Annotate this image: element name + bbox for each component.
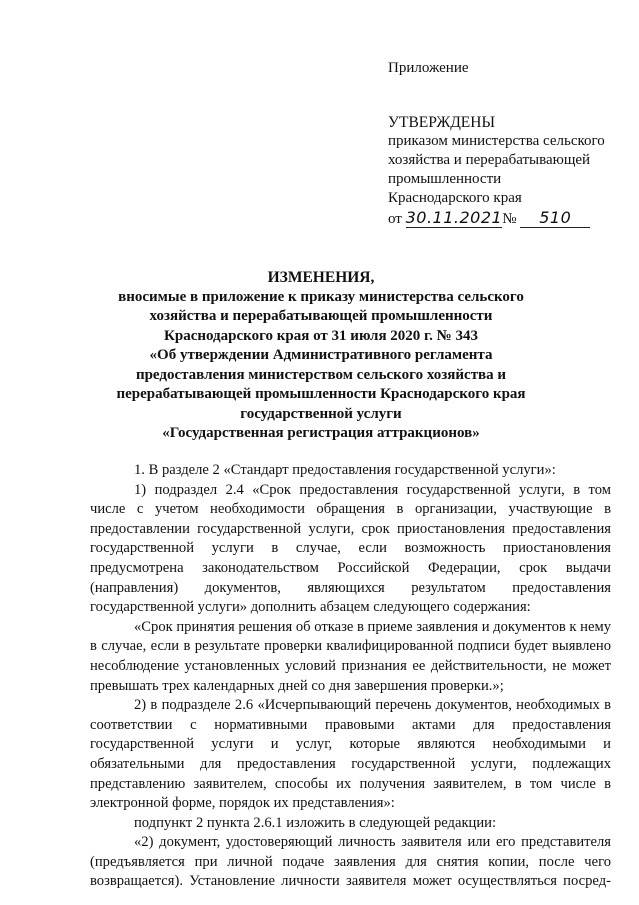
title-line-2: хозяйства и перерабатывающей промышленности — [149, 308, 493, 324]
paragraph-6: «2) документ, удостоверяющий личность заявителя или его представителя (предъявляется при личной подаче заявления для снятия копии, после чего возвращается). Установление личности заявителя может осуществляться посред- — [90, 834, 611, 890]
approved-line-3: промышленности — [388, 171, 502, 187]
paragraph-1: 1. В разделе 2 «Стандарт предоставления государственной услуги»: — [134, 462, 556, 478]
paragraph-4: 2) в подразделе 2.6 «Исчерпывающий перечень документов, необходимых в соответствии с нормативными правовыми актами для предоставления государственной услуги и услуг, которые являются необходимыми и обязательными для предоставления государственной услуги, подлежащих представлению заявителем, способы их получения заявителем, в том числе в электронной форме, порядок их представления»: — [90, 697, 611, 812]
title-line-5: предоставления министерством сельского хозяйства и — [135, 366, 507, 383]
date-prefix: от — [388, 211, 402, 227]
title-main: ИЗМЕНЕНИЯ, — [267, 269, 375, 286]
paragraph-2: 1) подраздел 2.4 «Срок предоставления государственной услуги, в том числе с учетом необходимости обращения в организации, участвующие в предоставлении государственной услуги, срок приостановления предоставления государственной услуги в случае, если возможность приостановления предусмотрена законодательством Российской Федерации, срок выдачи (направления) документов, являющихся результатом предоставления государственной услуги» дополнить абзацем следующего содержания: — [90, 481, 611, 616]
handwritten-date: 30.11.2021 — [405, 208, 503, 227]
handwritten-number: 510 — [520, 208, 590, 228]
approved-line-4: Краснодарского края — [388, 190, 522, 206]
document-title — [96, 268, 546, 444]
approval-block — [388, 113, 605, 229]
number-sign: № — [502, 211, 517, 227]
title-line-8: «Государственная регистрация аттракционов» — [162, 425, 480, 441]
date-number-line — [388, 208, 605, 229]
document-body — [90, 461, 611, 892]
title-line-1: вносимые в приложение к приказу министерства сельского — [118, 288, 524, 305]
title-line-3: Краснодарского края от 31 июля 2020 г. № 343 — [163, 327, 479, 344]
appendix-label: Приложение — [388, 60, 469, 76]
paragraph-5: подпункт 2 пункта 2.6.1 изложить в следующей редакции: — [134, 814, 497, 831]
title-line-6: перерабатывающей промышленности Краснодарского края — [116, 386, 526, 402]
title-line-7: государственной услуги — [240, 405, 402, 422]
approved-heading: УТВЕРЖДЕНЫ — [388, 114, 495, 131]
paragraph-3: «Срок принятия решения об отказе в приеме заявления и документов к нему в случае, если в результате проверки квалифицированной подписи будет выявлено несоблюдение установленных условий признания ее действительности, не может превышать трех календарных дней со дня завершения проверки.»; — [90, 618, 611, 694]
title-line-4: «Об утверждении Административного регламента — [149, 347, 493, 363]
approved-line-2: хозяйства и перерабатывающей — [388, 152, 591, 168]
approved-line-1: приказом министерства сельского — [388, 133, 605, 149]
